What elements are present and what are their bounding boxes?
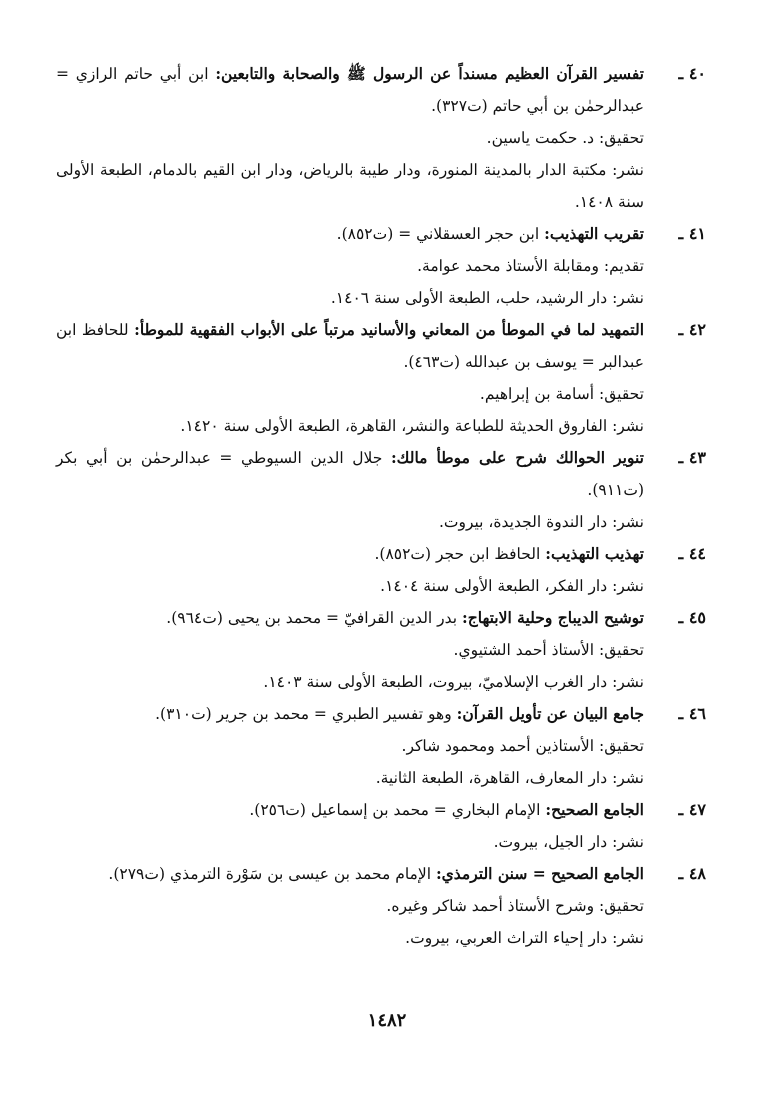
entry-title: تهذيب التهذيب:: [545, 544, 644, 563]
entry-detail: نشر: مكتبة الدار بالمدينة المنورة، ودار طيبة بالرياض، ودار ابن القيم بالدمام، الطبعة الأولى سنة ١٤٠٨.: [56, 161, 644, 211]
entry-detail: تحقيق: وشرح الأستاذ أحمد شاكر وغيره.: [386, 897, 644, 915]
entry-detail: نشر: دار الغرب الإسلاميّ، بيروت، الطبعة الأولى سنة ١٤٠٣.: [263, 673, 644, 691]
entry-number: ٤٨ ـ: [678, 864, 706, 883]
entry-detail: تقديم: ومقابلة الأستاذ محمد عوامة.: [417, 257, 644, 275]
entry-title: تقريب التهذيب:: [544, 224, 644, 243]
entry-detail: نشر: دار الرشيد، حلب، الطبعة الأولى سنة ١٤٠٦.: [330, 289, 644, 307]
entry-heading: [56, 442, 644, 506]
entry-detail: تحقيق: أسامة بن إبراهيم.: [479, 385, 644, 403]
entry-author: للحافظ ابن عبدالبر = يوسف بن عبدالله (ت٤٦٣).: [56, 321, 644, 371]
entry-author: وهو تفسير الطبري = محمد بن جرير (ت٣١٠).: [155, 705, 457, 723]
entry-title: الجامع الصحيح = سنن الترمذي:: [435, 864, 644, 883]
entry-title: تفسير القرآن العظيم مسنداً عن الرسول ﷺ والصحابة والتابعين:: [215, 64, 644, 83]
entry-heading: [56, 602, 644, 634]
page-number: ١٤٨٢: [367, 1010, 407, 1031]
entry-number: ٤٣ ـ: [678, 448, 706, 467]
entry-title: الجامع الصحيح:: [545, 800, 644, 819]
entry-title: توشيح الديباج وحلية الابتهاج:: [462, 608, 644, 627]
bibliography-entry-42: [56, 314, 706, 442]
entry-heading: [56, 58, 644, 122]
bibliography-entry-45: [56, 602, 706, 698]
entry-detail: نشر: دار الفكر، الطبعة الأولى سنة ١٤٠٤.: [380, 577, 644, 595]
entry-number: ٤١ ـ: [678, 224, 706, 243]
entry-author: الإمام البخاري = محمد بن إسماعيل (ت٢٥٦).: [249, 801, 546, 819]
entry-author: الحافظ ابن حجر (ت٨٥٢).: [374, 545, 546, 563]
entry-detail: تحقيق: الأستاذ أحمد الشتيوي.: [453, 641, 644, 659]
bibliography-entry-48: [56, 858, 706, 954]
bibliography-page: [56, 58, 706, 954]
bibliography-entry-44: [56, 538, 706, 602]
entry-number: ٤٢ ـ: [678, 320, 706, 339]
entry-detail: نشر: دار إحياء التراث العربي، بيروت.: [405, 929, 644, 947]
entry-heading: [56, 538, 644, 570]
bibliography-entry-40: [56, 58, 706, 218]
entry-heading: [56, 698, 644, 730]
entry-number: ٤٤ ـ: [678, 544, 706, 563]
entry-detail: نشر: دار المعارف، القاهرة، الطبعة الثانية.: [375, 769, 644, 787]
entry-title: التمهيد لما في الموطأ من المعاني والأسانيد مرتباً على الأبواب الفقهية للموطأ:: [134, 320, 645, 339]
entry-author: جلال الدين السيوطي = عبدالرحمٰن بن أبي بكر (ت٩١١).: [56, 449, 644, 499]
entry-author: ابن حجر العسقلاني = (ت٨٥٢).: [336, 225, 545, 243]
entry-heading: [56, 218, 644, 250]
entry-number: ٤٥ ـ: [678, 608, 706, 627]
entry-detail: نشر: دار الندوة الجديدة، بيروت.: [438, 513, 644, 531]
entry-detail: تحقيق: الأستاذين أحمد ومحمود شاكر.: [401, 737, 644, 755]
bibliography-entry-43: [56, 442, 706, 538]
entry-number: ٤٠ ـ: [678, 64, 706, 83]
entry-heading: [56, 314, 644, 378]
entry-heading: [56, 794, 644, 826]
entry-heading: [56, 858, 644, 890]
bibliography-entry-47: [56, 794, 706, 858]
entry-title: تنوير الحوالك شرح على موطأ مالك:: [390, 448, 644, 467]
bibliography-entry-41: [56, 218, 706, 314]
entry-title: جامع البيان عن تأويل القرآن:: [456, 704, 644, 723]
entry-author: ابن أبي حاتم الرازي = عبدالرحمٰن بن أبي حاتم (ت٣٢٧).: [56, 65, 644, 115]
entry-author: الإمام محمد بن عيسى بن سَوْرة الترمذي (ت٢٧٩).: [108, 865, 436, 883]
entry-number: ٤٧ ـ: [678, 800, 706, 819]
entry-detail: نشر: الفاروق الحديثة للطباعة والنشر، القاهرة، الطبعة الأولى سنة ١٤٢٠.: [180, 417, 644, 435]
entry-number: ٤٦ ـ: [678, 704, 706, 723]
entry-author: بدر الدين القرافيّ = محمد بن يحيى (ت٩٦٤).: [166, 609, 463, 627]
entry-detail: تحقيق: د. حكمت ياسين.: [486, 129, 644, 147]
entry-detail: نشر: دار الجيل، بيروت.: [493, 833, 644, 851]
bibliography-entry-46: [56, 698, 706, 794]
